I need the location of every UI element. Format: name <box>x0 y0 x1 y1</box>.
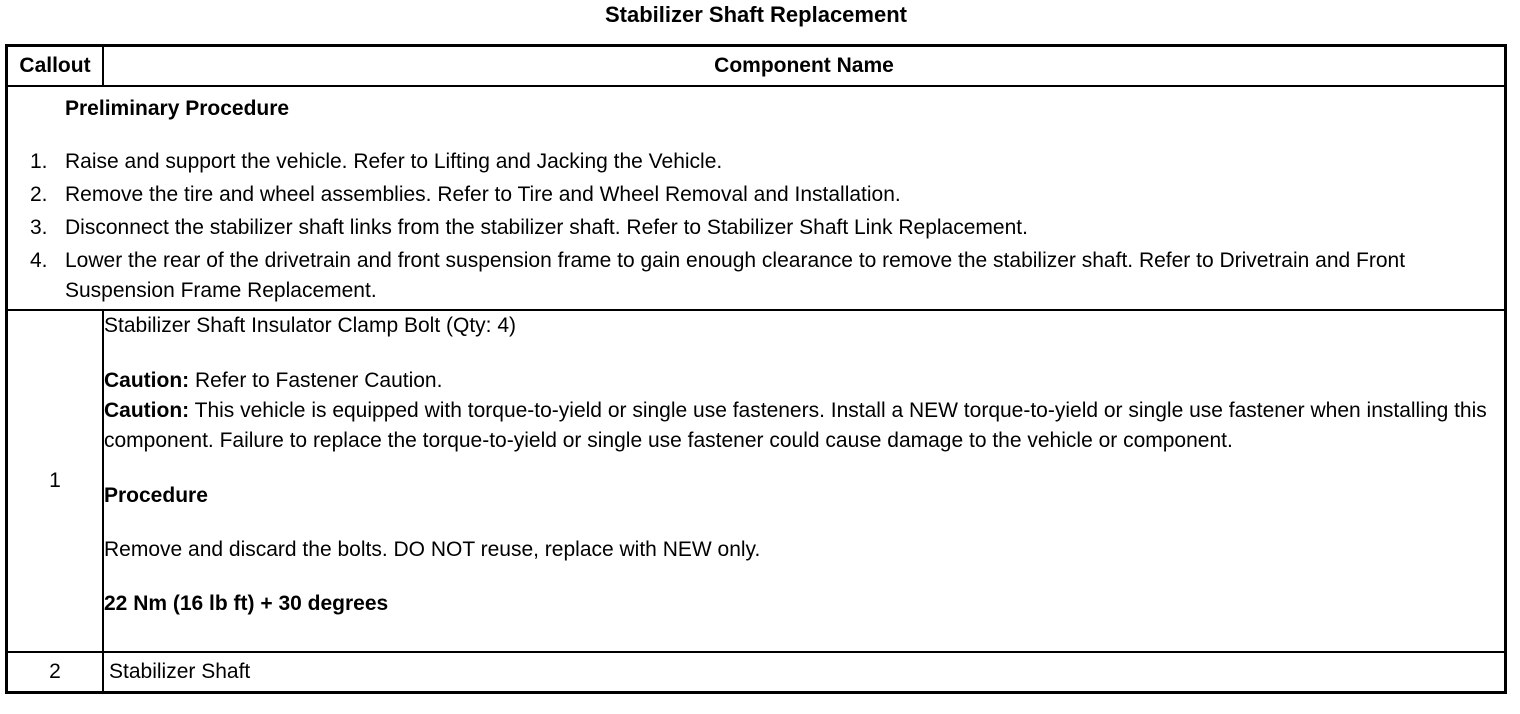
component-cell <box>103 310 1506 652</box>
callout-column-header: Callout <box>7 46 104 87</box>
step-text: Remove the tire and wheel assemblies. Refer to Tire and Wheel Removal and Installation. <box>65 183 901 206</box>
caution-label: Caution: <box>104 399 190 422</box>
component-table <box>5 44 1507 694</box>
procedure-text: Remove and discard the bolts. DO NOT reuse, replace with NEW only. <box>104 538 761 561</box>
step-number: 4. <box>30 249 48 272</box>
page-title: Stabilizer Shaft Replacement <box>605 2 907 27</box>
component-name-column-header: Component Name <box>103 46 1506 87</box>
component-name: Stabilizer Shaft Insulator Clamp Bolt (Qty: 4) <box>104 314 516 337</box>
callout-cell: 2 <box>7 652 104 693</box>
step-number: 1. <box>30 150 48 173</box>
caution-note <box>104 366 1504 396</box>
component-name: Stabilizer Shaft <box>109 660 251 683</box>
table-header-row <box>7 46 1506 87</box>
caution-text: Refer to Fastener Caution. <box>189 369 443 392</box>
preliminary-procedure-heading: Preliminary Procedure <box>65 97 290 120</box>
list-item <box>8 147 1504 177</box>
torque-specification: 22 Nm (16 lb ft) + 30 degrees <box>104 592 389 615</box>
callout-cell: 1 <box>7 310 104 652</box>
list-item <box>8 246 1504 306</box>
preliminary-procedure-row <box>7 86 1506 310</box>
preliminary-steps-list <box>8 147 1504 306</box>
list-item <box>8 180 1504 210</box>
step-number: 2. <box>30 183 48 206</box>
step-number: 3. <box>30 216 48 239</box>
caution-note <box>104 396 1504 456</box>
procedure-heading: Procedure <box>104 484 208 507</box>
list-item <box>8 213 1504 243</box>
component-cell <box>103 652 1506 693</box>
step-text: Raise and support the vehicle. Refer to Lifting and Jacking the Vehicle. <box>65 150 723 173</box>
preliminary-procedure-cell <box>7 86 1506 310</box>
step-text: Disconnect the stabilizer shaft links from the stabilizer shaft. Refer to Stabilizer Shaft Link Replacement. <box>65 216 1028 239</box>
step-text: Lower the rear of the drivetrain and front suspension frame to gain enough clearance to remove the stabilizer shaft. Refer to Drivetrain and Front Suspension Frame Replacement. <box>65 249 1406 302</box>
caution-label: Caution: <box>104 369 190 392</box>
table-row <box>7 310 1506 652</box>
caution-text: This vehicle is equipped with torque-to-yield or single use fasteners. Install a NEW torque-to-yield or single use fastener when installing this component. Failure to replace the torque-to-yield or single use fastener could cause damage to the vehicle or component. <box>104 399 1487 452</box>
table-row <box>7 652 1506 693</box>
